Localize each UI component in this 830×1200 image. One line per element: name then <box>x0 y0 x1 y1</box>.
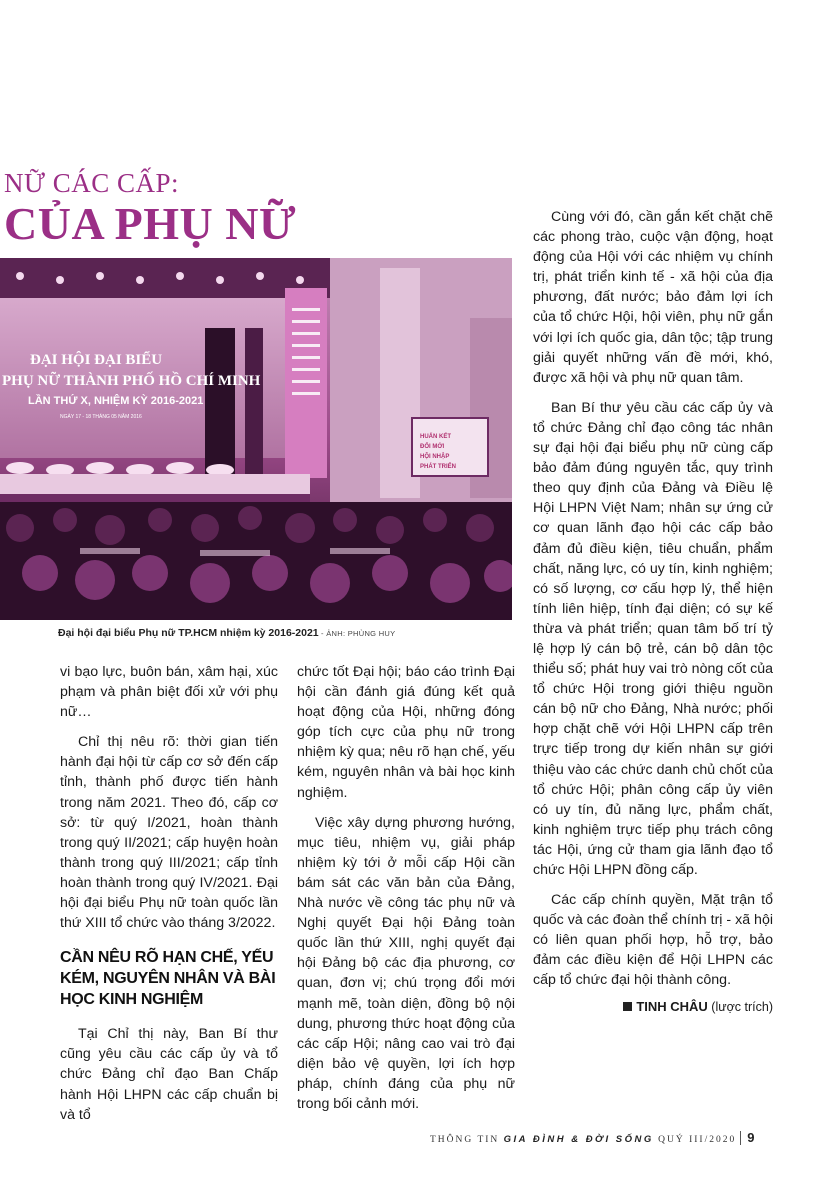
paragraph: Cùng với đó, cần gắn kết chặt chẽ các phong trào, cuộc vận động, hoạt động của Hội với các nhiệm vụ chính trị, phát triển kinh tế - xã hội của địa phương, đất nước; bảo đảm lợi ích của tổ chức Hội, hội viên, phụ nữ gắn với lợi ích quốc gia, dân tộc; tập trung giải quyết những vấn đề mới, khó, được xã hội và phụ nữ quan tâm. <box>533 209 773 386</box>
author-name: TINH CHÂU <box>636 998 708 1014</box>
paragraph: Chỉ thị nêu rõ: thời gian tiến hành đại hội từ cấp cơ sở đến cấp tỉnh, thành phố được tiến hành trong năm 2021. Theo đó, cấp cơ sở: từ quý I/2021, hoàn thành trong quý II/2021; cấp huyện hoàn thành trong quý III/2021; cấp tỉnh hoàn thành trong quý IV/2021. Đại hội đại biểu Phụ nữ toàn quốc lần thứ XIII tổ chức vào tháng 3/2022. <box>60 734 278 932</box>
paragraph: chức tốt Đại hội; báo cáo trình Đại hội cần đánh giá đúng kết quả hoạt động của Hội, những đóng góp tích cực của phụ nữ trong nhiệm kỳ qua; nêu rõ hạn chế, yếu kém, nguyên nhân và bài học kinh nghiệm. <box>297 664 515 801</box>
paragraph: Việc xây dựng phương hướng, mục tiêu, nhiệm vụ, giải pháp nhiệm kỳ tới ở mỗi cấp Hội cần bám sát các văn bản của Đảng, Nhà nước về công tác phụ nữ và Nghị quyết Đại hội Đảng toàn quốc lần thứ XIII, nghị quyết đại hội Đảng bộ các địa phương, cơ quan, đơn vị; chú trọng đổi mới mạnh mẽ, toàn diện, đồng bộ nội dung, phương thức hoạt động của các cấp Hội; nâng cao vai trò đại diện bảo vệ quyền, lợi ích hợp pháp, chính đáng của phụ nữ trong bối cảnh mới. <box>297 814 515 1112</box>
issue-label: QUÝ III/2020 <box>653 1135 737 1145</box>
footer-prefix: THÔNG TIN <box>430 1135 504 1145</box>
screen-text: HUẤN KẾT <box>420 434 451 440</box>
subheading: CẦN NÊU RÕ HẠN CHẾ, YẾU KÉM, NGUYÊN NHÂN VÀ BÀI HỌC KINH NGHIỆM <box>60 949 276 1009</box>
banner-line1: ĐẠI HỘI ĐẠI BIỂU <box>30 352 163 368</box>
paragraph: Các cấp chính quyền, Mặt trận tổ quốc và các đoàn thể chính trị - xã hội có liên quan phối hợp, hỗ trợ, bảo đảm các điều kiện để Hội LHPN các cấp tổ chức đại hội thành công. <box>533 892 773 989</box>
screen-text-3: HỘI NHẬP <box>420 454 450 460</box>
caption-text: Đại hội đại biểu Phụ nữ TP.HCM nhiệm kỳ 2016-2021 <box>58 627 319 639</box>
banner-date: NGÀY 17 - 18 THÁNG 05 NĂM 2016 <box>60 414 142 420</box>
paragraph: vi bạo lực, buôn bán, xâm hại, xúc phạm và phân biệt đối xử với phụ nữ… <box>60 664 278 721</box>
photo-caption <box>58 627 395 639</box>
column-3 <box>533 207 773 1017</box>
magazine-name: GIA ĐÌNH & ĐỜI SỐNG <box>503 1134 654 1145</box>
footer-divider <box>740 1131 741 1145</box>
square-bullet-icon <box>623 1002 632 1011</box>
photo-credit: - ẢNH: PHÙNG HUY <box>318 629 396 638</box>
screen-text-2: ĐỔI MỚI <box>420 444 445 450</box>
screen-text-4: PHÁT TRIỂN <box>420 464 456 470</box>
column-2 <box>297 662 515 1114</box>
column-1 <box>60 662 278 1125</box>
page-number: 9 <box>747 1130 755 1145</box>
article-photo <box>0 258 512 620</box>
banner-line2: PHỤ NỮ THÀNH PHỐ HỒ CHÍ MINH <box>2 373 261 389</box>
author-byline <box>533 997 773 1017</box>
page-footer <box>430 1130 780 1145</box>
headline-line1: NỮ CÁC CẤP: <box>4 168 179 198</box>
paragraph: Tại Chỉ thị này, Ban Bí thư cũng yêu cầu các cấp ủy và tổ chức Đảng chỉ đạo Ban Chấp hành Hội LHPN các cấp chuẩn bị và tổ <box>60 1026 278 1123</box>
banner-line3: LẦN THỨ X, NHIỆM KỲ 2016-2021 <box>28 395 204 407</box>
author-note: (lược trích) <box>707 999 773 1014</box>
paragraph: Ban Bí thư yêu cầu các cấp ủy và tổ chức Đảng chỉ đạo công tác nhân sự đại hội đại biểu phụ nữ cùng cấp bảo đảm đúng nguyên tắc, quy trình theo quy định của Đảng và Điều lệ Hội LHPN Việt Nam; nhân sự ứng cử cơ quan lãnh đạo hội các cấp bảo đảm đủ điều kiện, tiêu chuẩn, phẩm chất, năng lực, có uy tín, kinh nghiệm; có số lượng, cơ cấu hợp lý, thể hiện tính liên hiệp, tính đại diện; có sự kế thừa và phát triển; quan tâm bố trí tỷ lệ hợp lý cán bộ trẻ, cán bộ dân tộc thiểu số; phát huy vai trò nòng cốt của tổ chức Hội trong giới thiệu nguồn cán bộ nữ cho Đảng, Nhà nước; phối hợp chặt chẽ với Hội LHPN cấp trên trực tiếp trong dự kiến nhân sự giới thiệu vào các chức danh chủ chốt của tổ chức Hội; phân công cấp ủy viên có uy tín, đủ năng lực, phẩm chất, kinh nghiệm trực tiếp phụ trách công tác Hội, ứng cử tham gia lãnh đạo tổ chức Hội LHPN đồng cấp. <box>533 399 773 878</box>
headline-line2: CỦA PHỤ NỮ <box>4 198 297 249</box>
